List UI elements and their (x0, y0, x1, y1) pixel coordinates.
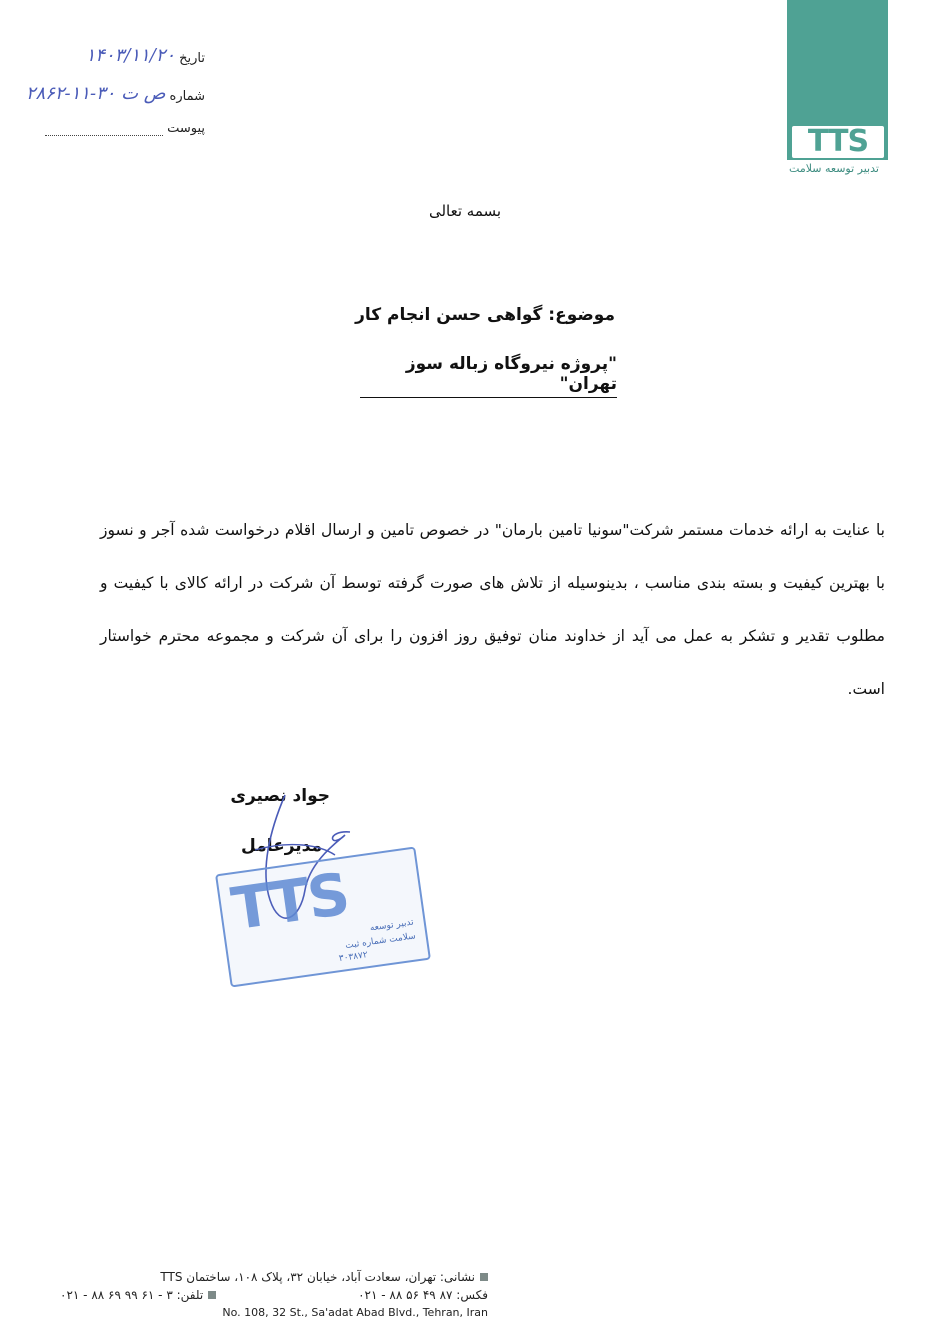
basmala: بسمه تعالی (428, 202, 502, 220)
footer-address-text: نشانی: تهران، سعادت آباد، خیابان ۳۲، پلاک ۱۰۸، ساختمان TTS (160, 1270, 475, 1284)
letter-body: با عنایت به ارائه خدمات مستمر شرکت"سونیا تامین بارمان" در خصوص تامین و ارسال اقلام درخواست شده آجر و نسوز با بهترین کیفیت و بسته بندی مناسب ، بدینوسیله از تلاش های صورت گرفته توسط آن شرکت در ارائه کالای با کیفیت و مطلوب تقدیر و تشکر به عمل می آید از خداوند منان توفیق روز افزون را برای آن شرکت و مجموعه محترم خواستار است. (100, 521, 885, 698)
company-logo (790, 124, 886, 160)
attachment-dotted-line (45, 121, 163, 136)
footer-phone (60, 1288, 216, 1302)
number-value: ۲۸۶۲-۱۱-۳۰ ص ت (25, 83, 166, 104)
signer-title: مدیرعامل (241, 836, 322, 856)
attachment-label: پیوست (167, 121, 205, 136)
logo-tagline: تدبیر توسعه سلامت (789, 162, 879, 175)
number-field (10, 78, 205, 104)
footer-contact (60, 1288, 488, 1302)
bullet-square-icon (208, 1291, 216, 1299)
number-label: شماره (169, 89, 205, 104)
date-label: تاریخ (179, 51, 205, 66)
stamp-letters: TTS (227, 859, 352, 944)
footer-phone-text: تلفن: ۳ - ۶۱ ۹۹ ۶۹ ۸۸ - ۰۲۱ (60, 1288, 204, 1302)
bullet-square-icon (480, 1273, 488, 1281)
letter-subject: موضوع: گواهی حسن انجام کار (355, 305, 615, 325)
project-title: "پروژه نیروگاه زباله سوز تهران" (360, 354, 617, 398)
footer-english-address: No. 108, 32 St., Sa'adat Abad Blvd., Tehran, Iran (222, 1306, 488, 1319)
logo-letters: TTS (807, 124, 869, 159)
footer-address (60, 1270, 488, 1284)
date-value: ۱۴۰۳/۱۱/۲۰ (85, 45, 176, 66)
attachment-field (45, 114, 205, 136)
footer-fax-text: فکس: ۸۷ ۴۹ ۵۶ ۸۸ - ۰۲۱ (358, 1288, 488, 1302)
date-field (40, 40, 205, 66)
stamp-registration-code: ۳۰۳۸۷۲ (338, 950, 369, 965)
stamp-text-line2: سلامت شماره ثبت (344, 931, 417, 952)
signer-name: جواد نصیری (230, 786, 330, 806)
stamp-text-line1: تدبیر توسعه (369, 917, 415, 934)
